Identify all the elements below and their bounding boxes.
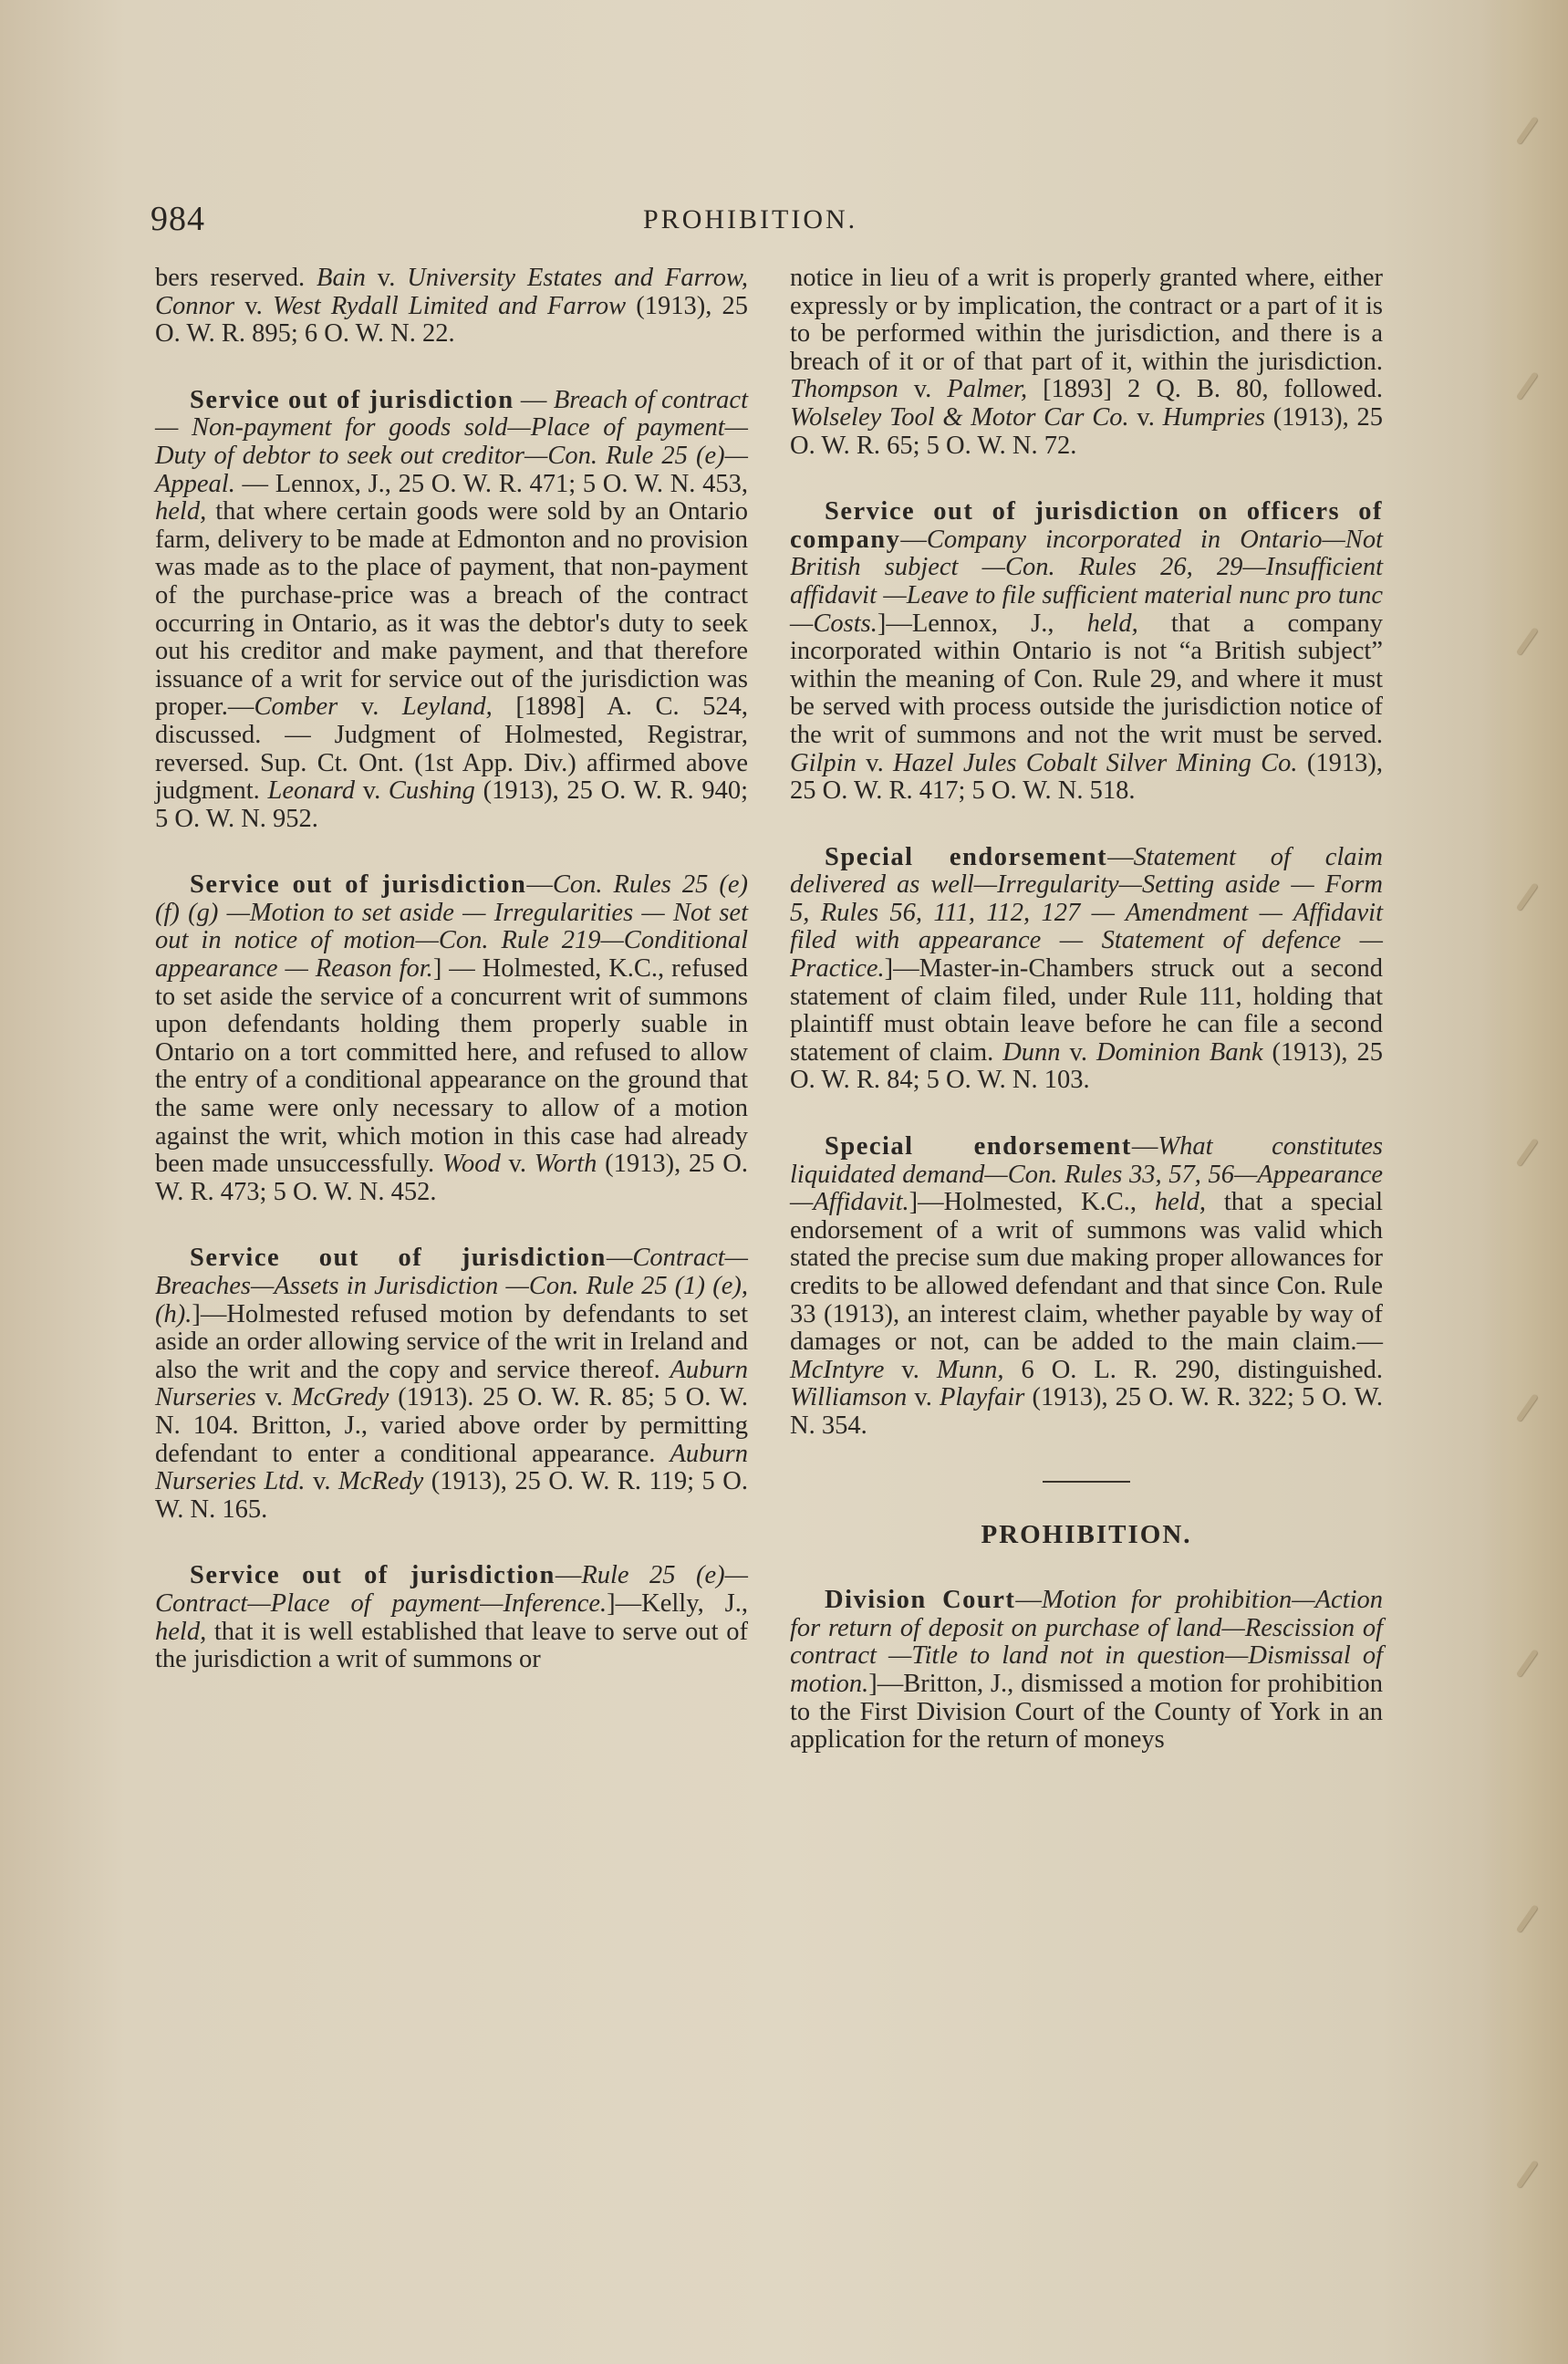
body-text: v. (856, 748, 894, 777)
body-text: — (1131, 1132, 1158, 1161)
italic-text: Williamson (790, 1383, 908, 1412)
italic-text: Humpries (1162, 402, 1265, 432)
continued-paragraph (155, 265, 748, 349)
italic-text: held, (1154, 1188, 1207, 1217)
page-binding-edge (1481, 0, 1568, 2364)
body-text: ]—Holmested refused motion by defendants to set aside an order allowing service of the writ in Ireland and also the writ and the copy and service thereof. (155, 1299, 748, 1384)
italic-text: Auburn Nurseries Ltd. (155, 1439, 748, 1496)
body-text: v. (898, 375, 948, 404)
body-text: (1913), 25 O. W. R. 322; 5 O. W. N. 354. (790, 1383, 1383, 1440)
italic-text: University Estates and Farrow, Connor (155, 264, 748, 320)
body-text: — (555, 1561, 582, 1590)
body-text: (1913), 25 O. W. R. 895; 6 O. W. N. 22. (155, 291, 749, 349)
page-number: 984 (151, 200, 205, 238)
body-text: 6 O. L. R. 290, distinguished. (1003, 1355, 1383, 1384)
body-text: ]—Britton, J., dismissed a motion for prohibition to the First Division Court of the County of York in an application for the return of moneys (790, 1669, 1383, 1755)
body-text: v. (255, 1383, 292, 1412)
body-text: v. (305, 1467, 338, 1496)
body-text: v. (907, 1383, 940, 1412)
body-text: (1913), 25 O. W. R. 473; 5 O. W. N. 452. (155, 1150, 748, 1206)
italic-text: Dunn (1002, 1037, 1061, 1067)
binding-stitch (1516, 627, 1538, 655)
italic-text: Statement of claim delivered as well—Irregularity—Setting aside — Form 5, Rules 56, 111, 112, 127 — Amendment — Affidavit filed with appearance — Statement of defence —Practice. (790, 842, 1384, 984)
entry-heading: Service out of jurisdiction (190, 870, 527, 900)
continued-paragraph (790, 265, 1383, 460)
body-text: v. (234, 291, 273, 320)
body-text: v. (500, 1150, 535, 1179)
digest-entry (155, 387, 748, 834)
italic-text: Leonard (267, 776, 356, 806)
entry-heading: Service out of jurisdiction on officers of company (790, 497, 1383, 554)
section-heading: PROHIBITION. (981, 1519, 1192, 1549)
italic-text: McIntyre (790, 1355, 885, 1384)
italic-text: Hazel Jules Cobalt Silver Mining Co. (893, 748, 1298, 777)
italic-text: Company incorporated in Ontario—Not British subject —Con. Rules 26, 29—Insufficient affidavit —Leave to file sufficient material nunc pro tunc—Costs. (790, 525, 1383, 638)
entry-heading: Division Court (825, 1586, 1016, 1615)
digest-entry (155, 1244, 748, 1524)
italic-text: McGredy (291, 1383, 389, 1412)
body-text: (1913), 25 O. W. R. 65; 5 O. W. N. 72. (790, 402, 1384, 460)
binding-stitch (1516, 1393, 1538, 1422)
body-text: that a special endorsement of a writ of summons was valid which stated the precise sum due making proper allowances for credits to be allowed defendant and that since Con. Rule 33 (1913), an interest claim, whether payable by way of damages or not, can be added to the main claim.— (790, 1188, 1383, 1357)
italic-text: Comber (254, 693, 338, 722)
entry-heading: Special endorsement (825, 842, 1108, 871)
body-text: ]—Master-in-Chambers struck out a second statement of claim filed, under Rule 111, holding that plaintiff must obtain leave before he can file a second statement of claim. (790, 954, 1383, 1067)
body-text: (1913). 25 O. W. R. 85; 5 O. W. N. 104. Britton, J., varied above order by permitting defendant to enter a conditional appearance. (155, 1383, 748, 1468)
italic-text: held, (155, 1617, 207, 1646)
italic-text: What constitutes liquidated demand—Con. Rules 33, 57, 56—Appearance—Affidavit. (790, 1132, 1383, 1217)
digest-entry (155, 1562, 748, 1673)
body-text: v. (337, 693, 402, 722)
entry-heading: Special endorsement (825, 1132, 1132, 1161)
body-text: (1913), 25 O. W. R. 417; 5 O. W. N. 518. (790, 748, 1384, 806)
binding-stitch (1516, 116, 1538, 144)
digest-entry (790, 498, 1383, 806)
italic-text: McRedy (337, 1467, 424, 1496)
body-text: v. (365, 264, 408, 292)
italic-text: Bain (317, 264, 366, 292)
body-text: bers reserved. (155, 264, 317, 292)
digest-entry (155, 871, 748, 1206)
italic-text: Cushing (388, 776, 475, 806)
body-text: — (1107, 842, 1134, 871)
italic-text: Motion for prohibition—Action for return of deposit on purchase of land—Rescission of contract —Title to land not in question—Dismissal of motion. (790, 1586, 1383, 1698)
italic-text: held, (1086, 609, 1138, 638)
italic-text: Auburn Nurseries (155, 1355, 748, 1412)
body-text: — (606, 1244, 633, 1273)
left-column (155, 265, 748, 1674)
body-text: v. (1128, 402, 1163, 432)
body-text: [1893] 2 Q. B. 80, followed. (1027, 375, 1383, 404)
italic-text: Worth (534, 1150, 597, 1179)
body-text: that where certain goods were sold by an Ontario farm, delivery to be made at Edmonton and no provision was made as to the place of payment, that non-payment of the purchase-price was a breach of the contract occurring in Ontario, as it was the debtor's duty to seek out his creditor and make payment, and that therefore issuance of a writ for service out of the jurisdiction was proper.— (155, 497, 748, 722)
italic-text: held, (155, 497, 207, 526)
body-text: (1913), 25 O. W. R. 84; 5 O. W. N. 103. (790, 1037, 1383, 1095)
italic-text: Contract—Breaches—Assets in Jurisdiction —Con. Rule 25 (1) (e), (h). (155, 1244, 748, 1328)
italic-text: Con. Rules 25 (e) (f) (g) —Motion to set aside — Irregularities — Not set out in notice of motion—Con. Rule 219—Conditional appearance — Reason for. (155, 870, 748, 984)
body-text: ] — Holmested, K.C., refused to set aside the service of a concurrent writ of summons upon defendants holding them properly suable in Ontario on a tort committed here, and refused to allow the entry of a conditional appearance on the ground that the same were only necessary to allow of a motion against the writ, which motion in this case had already been made unsuccessfully. (155, 954, 748, 1179)
italic-text: Playfair (939, 1383, 1025, 1412)
body-text: v. (1060, 1037, 1096, 1067)
running-title: PROHIBITION. (643, 204, 858, 234)
body-text: — (514, 385, 554, 414)
body-text: — (1015, 1586, 1042, 1615)
body-text: — Lennox, J., 25 O. W. R. 471; 5 O. W. N. 453, (234, 469, 748, 498)
italic-text: Rule 25 (e)—Contract—Place of payment—Inference. (155, 1561, 748, 1618)
body-text: that a company incorporated within Ontario is not “a British subject” within the meaning of Con. Rule 29, and where it must be served with process outside the jurisdiction notice of the writ of summons and not the writ must be served. (790, 609, 1384, 749)
digest-entry (790, 1133, 1383, 1441)
binding-stitch (1516, 1649, 1538, 1677)
entry-heading: Service out of jurisdiction (190, 385, 514, 414)
section-divider (1043, 1481, 1130, 1483)
body-text: v. (884, 1355, 937, 1384)
body-text: [1898] A. C. 524, discussed. — Judgment of Holmested, Registrar, reversed. Sup. Ct. Ont. (1st App. Div.) affirmed above judgment. (155, 693, 748, 806)
right-column (790, 265, 1383, 1755)
entry-heading: Service out of jurisdiction (190, 1244, 607, 1273)
body-text: v. (355, 776, 389, 806)
body-text: notice in lieu of a writ is properly granted where, either expressly or by implication, the contract or a part of it is to be performed within the jurisdiction, and there is a breach of it or of that part of it, within the jurisdiction. (790, 264, 1383, 376)
body-text: (1913), 25 O. W. R. 940; 5 O. W. N. 952. (155, 776, 749, 833)
binding-stitch (1516, 2160, 1538, 2188)
page-header (151, 199, 1400, 245)
italic-text: Wood (441, 1150, 501, 1179)
binding-stitch (1516, 1904, 1538, 1932)
body-text: — (900, 525, 927, 554)
italic-text: Munn, (936, 1355, 1004, 1384)
italic-text: Breach of contract — Non-payment for goods sold—Place of payment—Duty of debtor to seek out creditor—Con. Rule 25 (e)—Appeal. (155, 385, 748, 498)
binding-stitch (1516, 882, 1538, 911)
body-text: ]—Holmested, K.C., (909, 1188, 1155, 1217)
body-text: that it is well established that leave to serve out of the jurisdiction a writ of summons or (155, 1617, 748, 1674)
italic-text: West Rydall Limited and Farrow (272, 291, 627, 320)
italic-text: Dominion Bank (1096, 1037, 1263, 1067)
italic-text: Leyland, (401, 693, 493, 722)
italic-text: Palmer, (947, 375, 1028, 404)
italic-text: Wolseley Tool & Motor Car Co. (790, 402, 1129, 432)
body-text: — (526, 870, 553, 900)
body-text: ]—Lennox, J., (877, 609, 1087, 638)
italic-text: Gilpin (790, 748, 857, 777)
body-text: ]—Kelly, J., (607, 1588, 748, 1618)
digest-entry (790, 844, 1383, 1095)
entry-heading: Service out of jurisdiction (190, 1561, 556, 1590)
binding-stitch (1516, 1138, 1538, 1166)
italic-text: Thompson (790, 375, 898, 404)
digest-entry (790, 1587, 1383, 1755)
body-text: (1913), 25 O. W. R. 119; 5 O. W. N. 165. (155, 1467, 748, 1524)
binding-stitch (1516, 371, 1538, 400)
